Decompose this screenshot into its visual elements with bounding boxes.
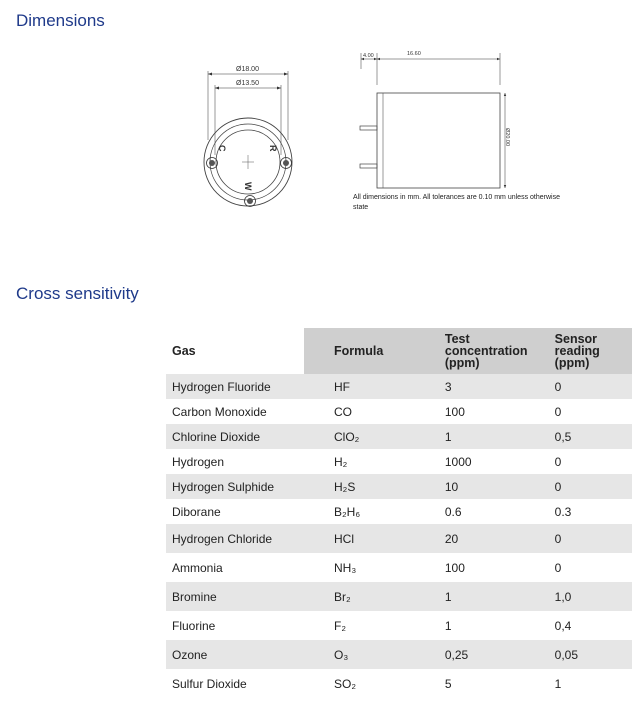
cell-sensor: 0.3 xyxy=(554,504,572,519)
cell-formula: HF xyxy=(304,374,431,399)
cell-test: 1000 xyxy=(444,454,472,469)
table-row xyxy=(166,449,632,474)
cell-sensor: 0,4 xyxy=(554,618,572,633)
cell-test: 10 xyxy=(431,474,541,499)
cell-sensor: 0,5 xyxy=(541,424,632,449)
cell-formula: NH₃ xyxy=(334,560,357,575)
cell-gas: Ammonia xyxy=(172,560,223,575)
cell-sensor: 0 xyxy=(554,404,562,419)
cell-test: 100 xyxy=(444,404,465,419)
cell-formula: H₂ xyxy=(334,454,348,469)
cross-sensitivity-table xyxy=(166,328,632,698)
cell-gas: Diborane xyxy=(172,504,221,519)
cell-formula: HCl xyxy=(304,524,431,553)
cell-gas: Chlorine Dioxide xyxy=(166,424,304,449)
cell-formula: O₃ xyxy=(304,640,431,669)
cell-formula: B₂H₆ xyxy=(334,504,361,519)
table-row xyxy=(166,374,632,399)
table-row xyxy=(166,399,632,424)
dimensions-note: All dimensions in mm. All tolerances are 0.10 mm unless otherwise state xyxy=(353,194,560,211)
cell-sensor: 1 xyxy=(554,676,562,691)
cell-gas: Hydrogen Sulphide xyxy=(166,474,304,499)
header-sensor-reading: Sensor reading (ppm) xyxy=(541,328,632,374)
cell-gas: Fluorine xyxy=(172,618,216,633)
header-test-concentration: Test concentration (ppm) xyxy=(431,328,541,374)
cell-gas: Ozone xyxy=(166,640,304,669)
dim-body-diameter: Ø20.00 xyxy=(504,128,510,147)
cell-test: 0.6 xyxy=(444,504,462,519)
header-formula: Formula xyxy=(304,328,431,374)
cell-sensor: 1,0 xyxy=(541,582,632,611)
side-view-drawing xyxy=(355,45,525,190)
cell-sensor: 0,05 xyxy=(541,640,632,669)
cell-test: 1 xyxy=(444,618,452,633)
table-header-row xyxy=(166,328,632,374)
table-row xyxy=(166,553,632,582)
table-row xyxy=(166,499,632,524)
cell-gas: Bromine xyxy=(166,582,304,611)
cell-test: 1 xyxy=(431,424,541,449)
cell-test: 5 xyxy=(444,676,452,691)
cell-test: 1 xyxy=(431,582,541,611)
cell-gas: Hydrogen Chloride xyxy=(166,524,304,553)
cell-formula: ClO₂ xyxy=(304,424,431,449)
cell-test: 100 xyxy=(444,560,465,575)
table-row xyxy=(166,474,632,499)
dim-pin-length: 4.00 xyxy=(363,53,374,59)
pin-label-r: R xyxy=(268,145,278,152)
header-gas: Gas xyxy=(166,328,304,374)
dim-inner-diameter: Ø13.50 xyxy=(236,80,259,87)
front-view-drawing xyxy=(170,55,325,235)
cell-test: 0,25 xyxy=(431,640,541,669)
cell-gas: Carbon Monoxide xyxy=(172,404,267,419)
cell-test: 20 xyxy=(431,524,541,553)
cell-sensor: 0 xyxy=(554,454,562,469)
cell-formula: Br₂ xyxy=(304,582,431,611)
table-row xyxy=(166,424,632,449)
cell-sensor: 0 xyxy=(541,474,632,499)
cell-gas: Hydrogen Fluoride xyxy=(166,374,304,399)
table-row xyxy=(166,524,632,553)
cell-sensor: 0 xyxy=(554,560,562,575)
cell-gas: Sulfur Dioxide xyxy=(172,676,247,691)
dim-body-length: 16.60 xyxy=(407,51,421,57)
cell-sensor: 0 xyxy=(541,374,632,399)
cell-test: 3 xyxy=(431,374,541,399)
cell-formula: CO xyxy=(334,404,352,419)
dimensions-heading: Dimensions xyxy=(16,11,105,30)
pin-label-w: W xyxy=(243,182,253,191)
cell-gas: Hydrogen xyxy=(172,454,225,469)
dim-outer-diameter: Ø18.00 xyxy=(236,66,259,73)
table-row xyxy=(166,669,632,698)
table-row xyxy=(166,640,632,669)
pin-label-c: C xyxy=(217,145,227,152)
cross-sensitivity-heading: Cross sensitivity xyxy=(16,284,139,303)
cell-formula: F₂ xyxy=(334,618,346,633)
cell-formula: H₂S xyxy=(304,474,431,499)
table-row xyxy=(166,582,632,611)
table-row xyxy=(166,611,632,640)
cell-formula: SO₂ xyxy=(334,676,356,691)
cell-sensor: 0 xyxy=(541,524,632,553)
